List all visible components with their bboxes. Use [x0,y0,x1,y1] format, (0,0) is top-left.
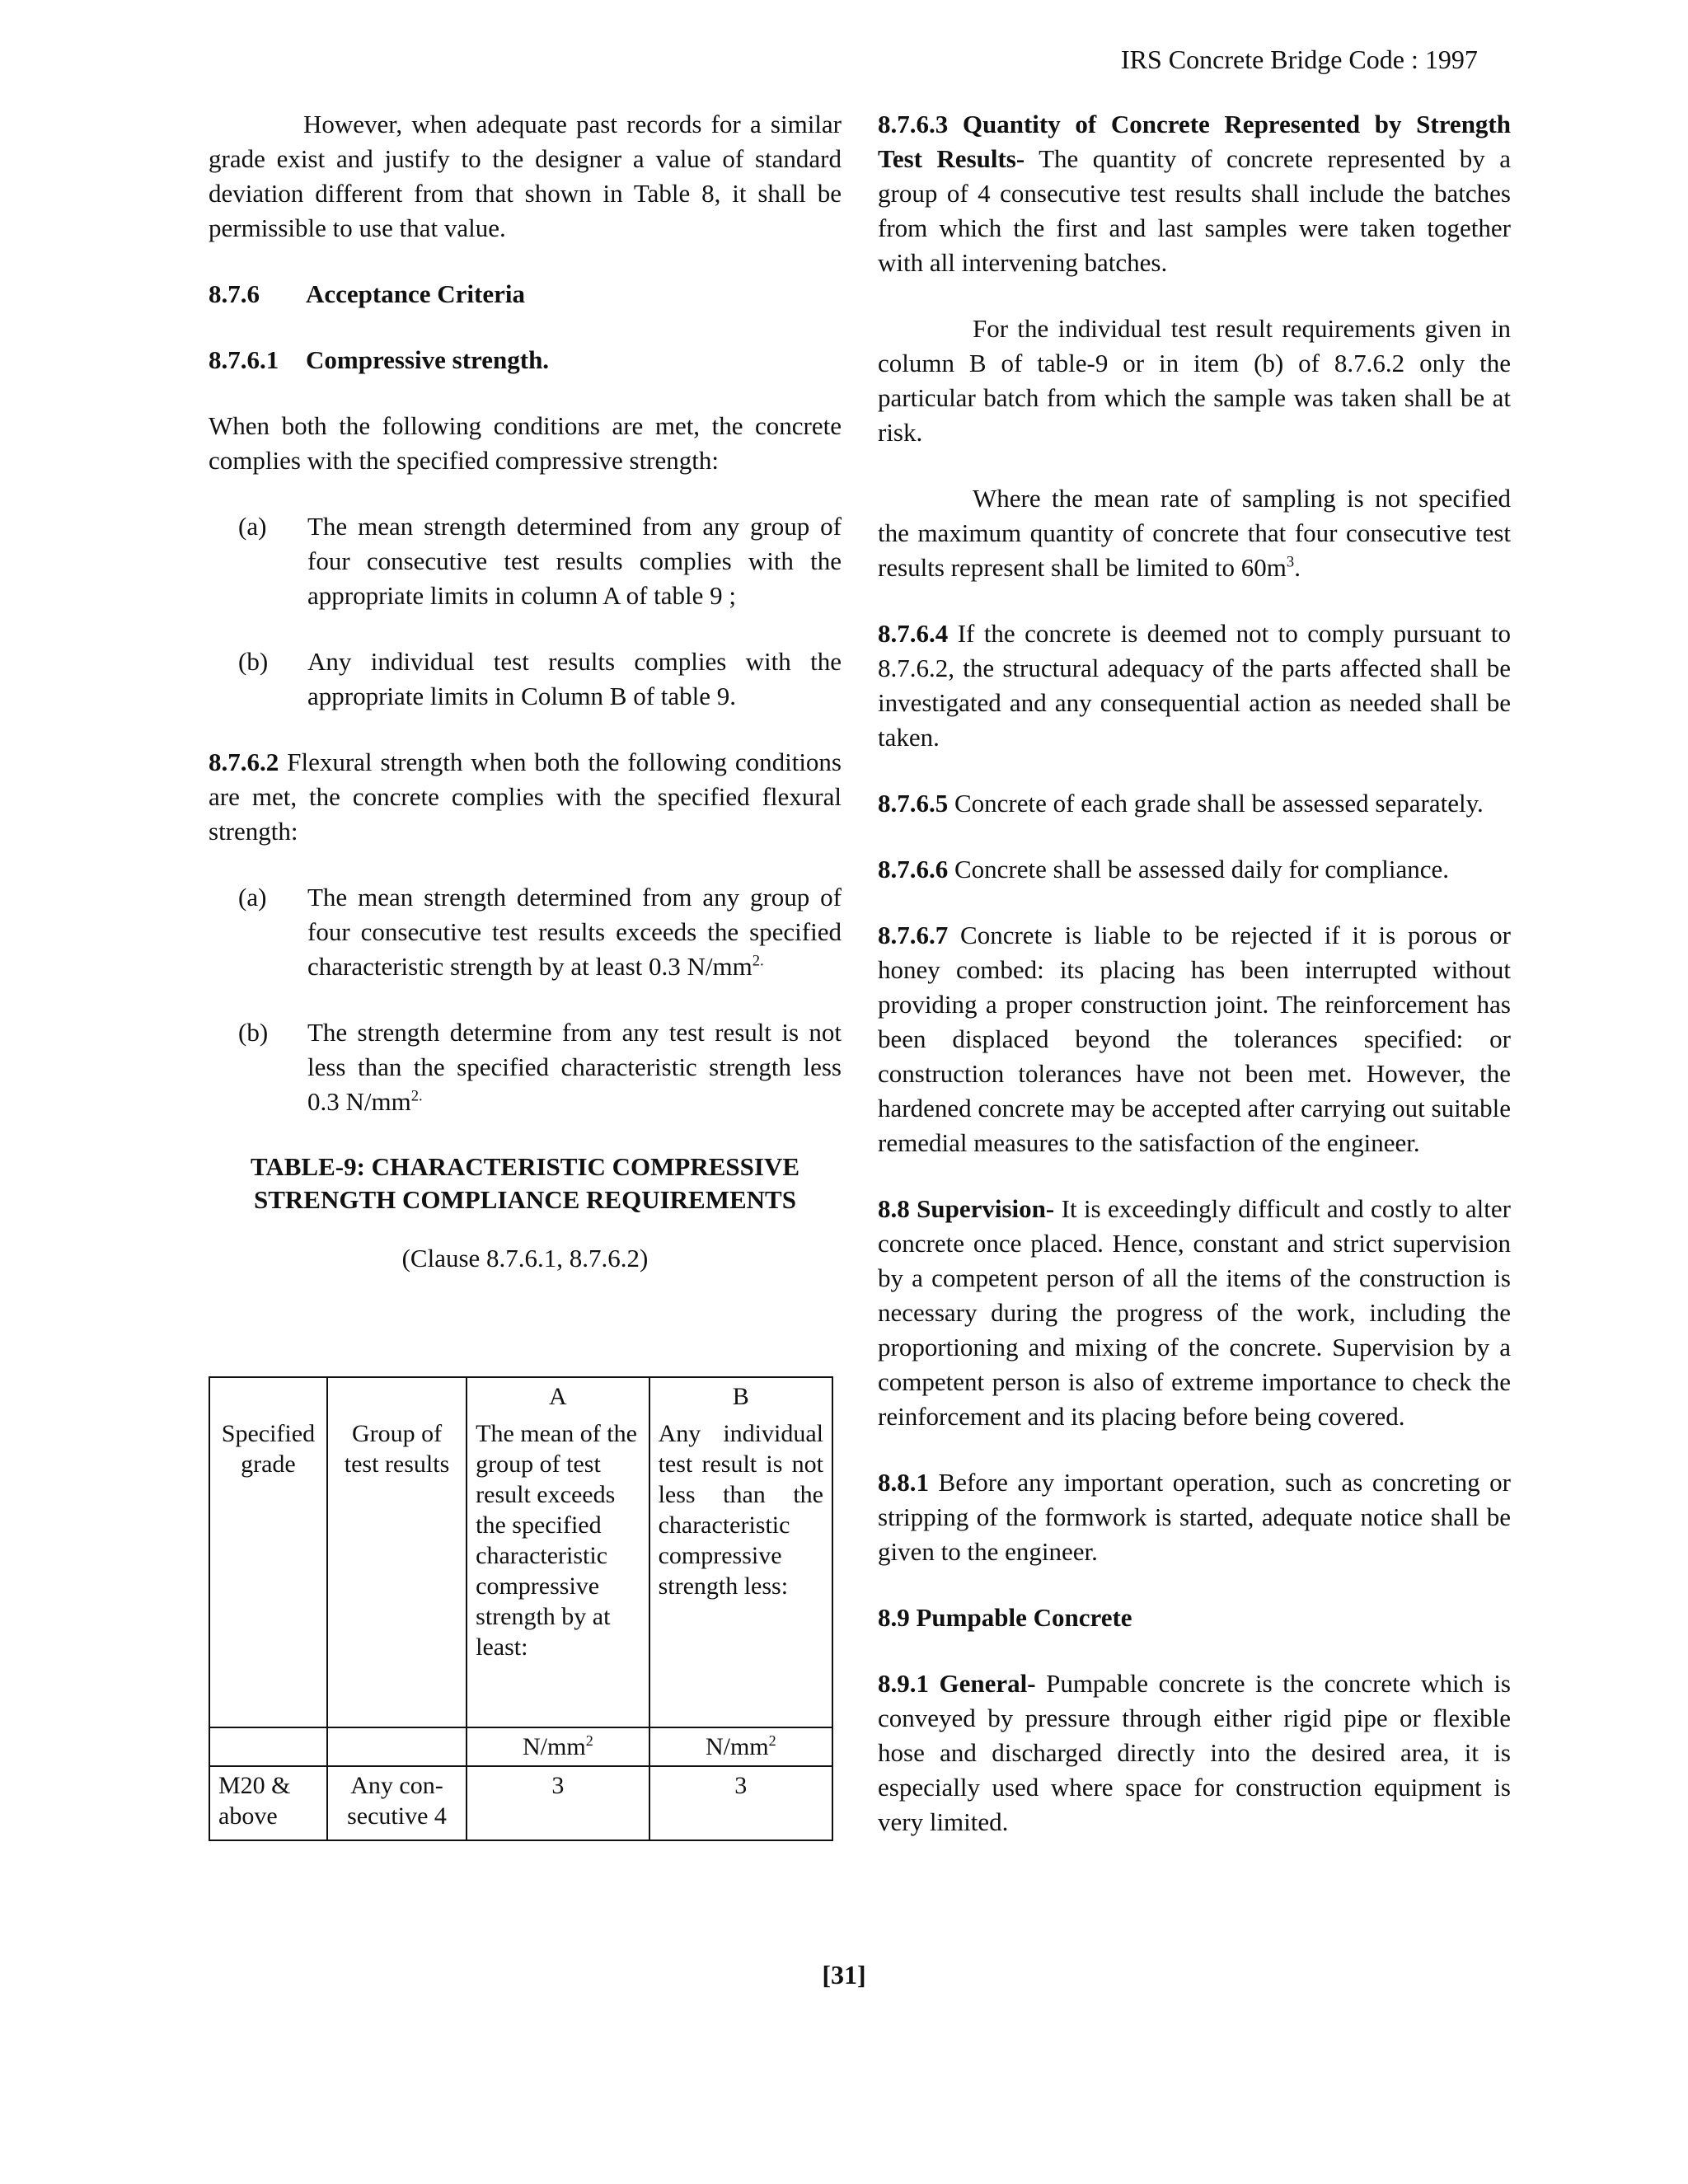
table-row [209,1377,832,1415]
superscript: 2. [410,1087,423,1105]
paragraph-8-7-6-5 [878,786,1511,821]
paragraph-flexural-strength [209,745,842,849]
heading-acceptance-criteria [209,277,842,312]
clause-text: Concrete shall be assessed daily for compliance. [948,855,1449,883]
table-cell [209,1727,327,1766]
left-column [209,107,842,1276]
clause-text: Concrete of each grade shall be assessed separately. [948,789,1484,818]
header-individual-result: Any individual test result is not less than the characteristic compressive strength less: [649,1415,832,1727]
clause-number: 8.7.6.2 [209,748,279,776]
clause-text: If the concrete is deemed not to comply pursuant to 8.7.6.2, the structural adequacy of the parts affected shall be investigated and any consequential action as needed shall be taken. [878,619,1511,752]
paragraph-body: Where the mean rate of sampling is not specified the maximum quantity of concrete that four consecutive test results represent shall be limited to 60m [878,484,1511,582]
paragraph-supervision [878,1192,1511,1434]
superscript: 2 [768,1732,776,1749]
table-clause-reference: (Clause 8.7.6.1, 8.7.6.2) [401,1244,649,1272]
header-group-of-test-results: Group of test results [327,1415,467,1727]
clause-text: Flexural strength when both the following conditions are met, the concrete complies with the specified flexural strength: [209,748,842,846]
list-item-label: (b) [238,1018,269,1047]
clause-text: Before any important operation, such as concreting or stripping of the formwork is started, adequate notice shall be given to the engineer. [878,1468,1511,1566]
unit-text: N/mm [523,1733,586,1760]
list-item-body: The strength determine from any test result is not less than the specified characteristic strength less 0.3 N/mm [307,1018,842,1116]
table-row [209,1766,832,1840]
list-item-label: (a) [238,883,267,912]
paragraph-pumpable-general [878,1666,1511,1840]
value-b-cell: 3 [649,1766,832,1840]
heading-pumpable-concrete: 8.9 Pumpable Concrete [878,1603,1132,1632]
clause-text: The quantity of concrete represented by a group of 4 consecutive test results shall include the batches from which the first and last samples were taken together with all intervening batches. [878,144,1511,277]
table-row [209,1415,832,1727]
paragraph-individual-test: For the individual test result requirements given in column B of table-9 or in item (b) of 8.7.6.2 only the particular batch from which the sample was taken shall be at risk. [878,314,1511,447]
list-item [209,644,842,714]
column-a-label: A [467,1377,649,1415]
paragraph-8-7-6-6 [878,852,1511,887]
clause-number: 8.8.1 [878,1468,929,1497]
paragraph-past-records: However, when adequate past records for a similar grade exist and justify to the designer a value of standard deviation different from that shown in Table 8, it shall be permissible to use that value. [209,110,842,242]
unit-cell [467,1727,649,1766]
page-number: [31] [822,1960,866,1990]
list-item-text [307,880,842,984]
list-item [209,880,842,984]
clause-number: 8.7.6.5 [878,789,949,818]
clause-heading: 8.8 Supervision- [878,1194,1055,1223]
table-title-line: STRENGTH COMPLIANCE REQUIREMENTS [254,1185,796,1214]
list-item-text: The mean strength determined from any group of four consecutive test results complies with the appropriate limits in column A of table 9 ; [307,512,842,610]
punctuation: . [1294,553,1301,582]
clause-text: Pumpable concrete is the concrete which is conveyed by pressure through either rigid pipe or flexible hose and discharged directly into the desired area, it is especially used where space for construction equipment is very limited. [878,1669,1511,1836]
list-item [209,1015,842,1119]
list-item-text [307,1015,842,1119]
clause-number: 8.7.6.4 [878,619,949,648]
value-a-cell: 3 [467,1766,649,1840]
header-specified-grade: Specified grade [209,1415,327,1727]
table-title [209,1151,842,1216]
paragraph-compressive-conditions: When both the following conditions are met, the concrete complies with the specified compressive strength: [209,411,842,475]
list-item [209,509,842,613]
list-item-label: (b) [238,647,269,676]
paragraph-8-8-1 [878,1465,1511,1569]
running-header: IRS Concrete Bridge Code : 1997 [1121,45,1478,74]
paragraph-quantity-represented [878,107,1511,280]
clause-number: 8.7.6.7 [878,921,949,949]
list-item-label: (a) [238,512,267,541]
group-cell: Any con- secutive 4 [327,1766,467,1840]
clause-text: It is exceedingly difficult and costly to alter concrete once placed. Hence, constant and strict supervision by a competent person of all the items of the construction is necessary during the progress of the work, including the proportioning and mixing of the concrete. Supervision by a competent person is also of extreme importance to check the reinforcement and its placing before being covered. [878,1194,1511,1431]
table-cell [209,1377,327,1415]
clause-text: Concrete is liable to be rejected if it is porous or honey combed: its placing has been interrupted without providing a proper construction joint. The reinforcement has been displaced beyond the tolerances specified: or construction tolerances have not been met. However, the hardened concrete may be accepted after carrying out suitable remedial measures to the satisfaction of the engineer. [878,921,1511,1157]
paragraph-mean-rate [878,481,1511,585]
table-cell [327,1377,467,1415]
header-mean-of-group: The mean of the group of test result exceeds the specified characteristic compressive strength by at least: [467,1415,649,1727]
unit-text: N/mm [705,1733,769,1760]
paragraph-8-7-6-7 [878,918,1511,1160]
grade-cell: M20 & above [209,1766,327,1840]
unit-cell [649,1727,832,1766]
right-column [878,107,1511,1840]
clause-heading: 8.9.1 General- [878,1669,1036,1698]
compliance-table [209,1376,833,1841]
heading-number: 8.7.6 [209,279,260,308]
superscript: 2 [585,1732,593,1749]
table-cell [327,1727,467,1766]
list-item-body: The mean strength determined from any group of four consecutive test results exceeds the specified characteristic strength by at least 0.3 N/mm [307,883,842,981]
list-item-text: Any individual test results complies with the appropriate limits in Column B of table 9. [307,647,842,710]
clause-number: 8.7.6.6 [878,855,949,883]
heading-number: 8.7.6.1 [209,345,279,374]
heading-text: Compressive strength. [306,345,550,374]
superscript: 2. [752,952,764,970]
table-title-line: TABLE-9: CHARACTERISTIC COMPRESSIVE [250,1152,800,1181]
heading-compressive-strength [209,343,842,377]
heading-text: Acceptance Criteria [306,279,525,308]
clause-heading: 8.7.6.3 Quantity of Concrete Represented by Strength Test Results- [878,110,1511,173]
table-row [209,1727,832,1766]
paragraph-8-7-6-4 [878,616,1511,755]
column-b-label: B [649,1377,832,1415]
superscript: 3 [1286,553,1295,571]
